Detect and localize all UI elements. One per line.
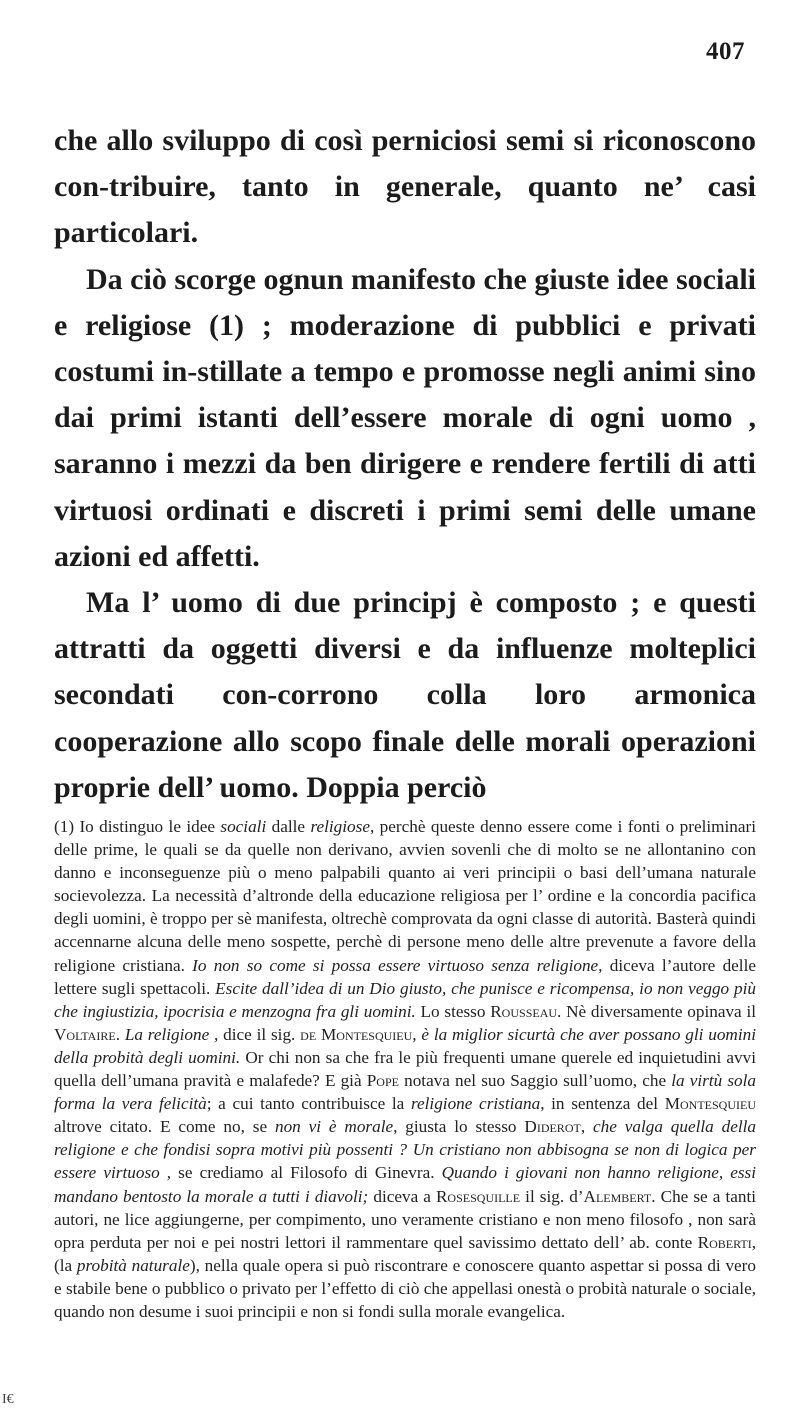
- author-name: Voltaire: [54, 1024, 116, 1044]
- footnote-text: . Nè diversamente opinava il: [557, 1001, 756, 1021]
- main-text: [54, 118, 756, 811]
- footnote-text: , perchè queste denno essere come i fonti o preliminari delle prime, le quali se da quelle non derivano, avvien sovenli che di molto se ne allontanino con danno e inconseguenze più o meno palpabili quanto ai veri principii o basi dell’umana naturale socievolezza. La necessità d’altronde della educazione religiosa per l’ ordine e la concordia pacifica degli uomini, è troppo per sè manifesta, oltrechè comprovata da ogni classe di autorità. Basterà quindi accennarne alcuna delle meno sospette, perchè di persone meno delle altre prevenute a favore della religione cristiana.: [54, 817, 757, 975]
- footnote-text: se crediamo al Filosofo di Ginevra.: [171, 1163, 442, 1183]
- footnote-quote: Io non so come si possa essere virtuoso senza religione,: [192, 955, 603, 975]
- footnote: [54, 815, 756, 1323]
- footnote-text: (1) Io distinguo le idee: [54, 817, 221, 836]
- footnote-italic: religione cristiana: [410, 1094, 541, 1114]
- page-number: 407: [706, 38, 745, 65]
- footnote-text: altrove citato. E come no, se: [54, 1117, 275, 1137]
- footnote-italic: probità naturale: [76, 1255, 190, 1275]
- author-name: Diderot: [524, 1117, 581, 1137]
- paragraph-2: Da ciò scorge ognun manifesto che giuste idee sociali e religiose (1) ; moderazione di pubblici e privati costumi in-stillate a tempo e promosse negli animi sino dai primi istanti dell’essere morale di ogni uomo , saranno i mezzi da ben dirigere e rendere fertili di atti virtuosi ordinati e discreti i primi semi delle umane azioni ed affetti.: [54, 262, 756, 573]
- footnote-quote: la virtù sola forma la vera felicità: [54, 1071, 756, 1114]
- footnote-text: Lo stesso: [415, 1001, 491, 1021]
- footnote-text: diceva l’autore delle lettere sugli spettacoli.: [54, 955, 756, 998]
- footnote-text: il sig. d’: [520, 1186, 584, 1206]
- author-name: Montesquieu: [664, 1094, 757, 1114]
- footnote-quote: Quando i giovani non hanno religione, essi mandano bentosto la morale a tutti i diavoli;: [54, 1163, 757, 1206]
- author-name: de Montesquieu: [300, 1024, 413, 1044]
- footnote-quote: che valga quella della religione e che fondisi sopra motivi più possenti ? Un cristiano non abbisogna se non di logica per essere virtuoso ,: [54, 1117, 756, 1183]
- footnote-text: ), nella quale opera si può riscontrare e conoscere quanto aspettar si possa di vero e stabile bene o pubblico o privato per l’effetto di ciò che appellasi onestà o probità naturale o sociale, quando non desume i suoi principii e non si fondi sulla morale evangelica.: [54, 1255, 756, 1321]
- footnote-text: dalle: [266, 817, 311, 836]
- paragraph-1: che allo sviluppo di così perniciosi semi si riconoscono con-tribuire, tanto in generale, quanto ne’ casi particolari.: [54, 124, 756, 250]
- footnote-text: Or chi non sa che fra le più frequenti umane querele ed inquietudini avvi quella dell’umana pravità e malafede? E già: [54, 1047, 756, 1091]
- author-name: Rousseau: [490, 1001, 558, 1021]
- corner-mark: I€: [2, 1392, 14, 1407]
- author-name: Pope: [366, 1071, 399, 1091]
- footnote-text: . Che se a tanti autori, ne lice aggiungerne, per compimento, uno veramente cristiano e non meno filosofo , non sarà opra perduta per noi e pei nostri lettori il rammentare quel savissimo dettato dell’ ab. conte: [54, 1186, 756, 1252]
- footnote-text: dice il sig.: [218, 1024, 301, 1044]
- footnote-text: diceva a: [368, 1186, 436, 1206]
- footnote-quote: è la miglior sicurtà che aver possano gli uomini della probità degli uomini.: [54, 1024, 756, 1067]
- footnote-text: notava nel suo Saggio sull’uomo, che: [398, 1071, 672, 1091]
- footnote-text: .: [115, 1024, 125, 1044]
- footnote-text: ,: [412, 1024, 422, 1044]
- footnote-text: ,: [580, 1117, 593, 1137]
- paragraph-3: Ma l’ uomo di due principj è composto ; e questi attratti da oggetti diversi e da influenze molteplici secondati con-corrono colla loro armonica cooperazione allo scopo finale delle morali operazioni proprie dell’ uomo. Doppia perciò: [54, 586, 756, 804]
- footnote-text: , in sentenza del: [540, 1094, 665, 1114]
- footnote-text: , giusta lo stesso: [393, 1117, 525, 1137]
- footnote-quote: Escite dall’idea di un Dio giusto, che punisce e ricompensa, io non veggo più che ingiustizia, ipocrisia e menzogna fra gli uomini.: [54, 978, 756, 1021]
- footnote-italic: religiose: [310, 817, 370, 836]
- footnote-quote: non vi è morale: [274, 1117, 394, 1137]
- author-name: Roberti: [697, 1232, 752, 1252]
- author-name: Alembert: [583, 1186, 652, 1206]
- footnote-quote: La religione ,: [124, 1024, 219, 1044]
- footnote-text: , (la: [54, 1232, 756, 1275]
- footnote-text: ; a cui tanto contribuisce la: [206, 1094, 411, 1114]
- footnote-italic: sociali: [220, 817, 267, 836]
- author-name: Rosesquille: [435, 1186, 521, 1206]
